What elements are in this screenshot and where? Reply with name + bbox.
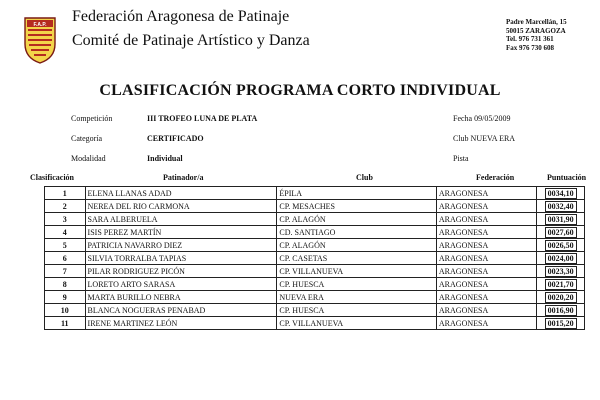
address-fax: Fax 976 730 608 xyxy=(506,43,555,52)
score-cell xyxy=(537,265,585,278)
skater-name-cell: LORETO ARTO SARASA xyxy=(85,278,277,291)
score-cell xyxy=(537,200,585,213)
club-text: Club NUEVA ERA xyxy=(453,134,516,143)
org-name-line1: Federación Aragonesa de Patinaje xyxy=(72,8,290,25)
score-cell xyxy=(537,304,585,317)
table-row xyxy=(45,304,585,317)
col-header-patinador: Patinador/a xyxy=(163,173,204,182)
club-cell: ÉPILA xyxy=(277,187,437,200)
pista-text: Pista xyxy=(453,154,469,163)
score-value: 0024,00 xyxy=(545,253,577,264)
federation-cell: ARAGONESA xyxy=(436,291,536,304)
rank-position-cell: 5 xyxy=(45,239,86,252)
table-row xyxy=(45,239,585,252)
competicion-value: III TROFEO LUNA DE PLATA xyxy=(147,114,258,123)
rank-position-cell: 3 xyxy=(45,213,86,226)
club-cell: CP. VILLANUEVA xyxy=(277,265,437,278)
logo-text: F.A.P. xyxy=(33,22,47,28)
rank-position-cell: 11 xyxy=(45,317,86,330)
score-cell xyxy=(537,226,585,239)
modalidad-value: Individual xyxy=(147,154,183,163)
table-row xyxy=(45,252,585,265)
skater-name-cell: NEREA DEL RIO CARMONA xyxy=(85,200,277,213)
club-cell: CD. SANTIAGO xyxy=(277,226,437,239)
address-phone: Tel. 976 731 361 xyxy=(506,35,554,43)
table-row xyxy=(45,291,585,304)
fecha-text: Fecha 09/05/2009 xyxy=(453,114,511,123)
score-value: 0034,10 xyxy=(545,188,577,199)
score-value: 0023,30 xyxy=(545,266,577,277)
score-cell xyxy=(537,187,585,200)
rank-position-cell: 7 xyxy=(45,265,86,278)
address-block xyxy=(506,18,567,52)
federation-cell: ARAGONESA xyxy=(436,213,536,226)
federation-cell: ARAGONESA xyxy=(436,200,536,213)
modalidad-label: Modalidad xyxy=(71,154,106,163)
ranking-table xyxy=(44,186,585,330)
skater-name-cell: PILAR RODRIGUEZ PICÓN xyxy=(85,265,277,278)
federation-cell: ARAGONESA xyxy=(436,226,536,239)
table-row xyxy=(45,265,585,278)
score-cell xyxy=(537,239,585,252)
skater-name-cell: ISIS PEREZ MARTÍN xyxy=(85,226,277,239)
table-row xyxy=(45,278,585,291)
score-cell xyxy=(537,317,585,330)
table-row xyxy=(45,317,585,330)
score-value: 0015,20 xyxy=(545,318,577,329)
federation-cell: ARAGONESA xyxy=(436,239,536,252)
club-cell: CP. ALAGÓN xyxy=(277,239,437,252)
score-cell xyxy=(537,213,585,226)
federation-cell: ARAGONESA xyxy=(436,265,536,278)
skater-name-cell: PATRICIA NAVARRO DIEZ xyxy=(85,239,277,252)
table-row xyxy=(45,200,585,213)
federation-cell: ARAGONESA xyxy=(436,304,536,317)
score-cell xyxy=(537,278,585,291)
score-value: 0026,50 xyxy=(545,240,577,251)
club-cell: CP. HUESCA xyxy=(277,278,437,291)
categoria-value: CERTIFICADO xyxy=(147,134,204,143)
club-cell: CP. MESACHES xyxy=(277,200,437,213)
document-title: CLASIFICACIÓN PROGRAMA CORTO INDIVIDUAL xyxy=(99,82,501,99)
federation-cell: ARAGONESA xyxy=(436,187,536,200)
rank-position-cell: 1 xyxy=(45,187,86,200)
club-cell: NUEVA ERA xyxy=(277,291,437,304)
skater-name-cell: MARTA BURILLO NEBRA xyxy=(85,291,277,304)
col-header-puntuacion: Puntuación xyxy=(547,173,587,182)
score-value: 0020,20 xyxy=(545,292,577,303)
score-cell xyxy=(537,252,585,265)
club-cell: CP. VILLANUEVA xyxy=(277,317,437,330)
federation-cell: ARAGONESA xyxy=(436,317,536,330)
score-value: 0031,90 xyxy=(545,214,577,225)
skater-name-cell: IRENE MARTINEZ LEÓN xyxy=(85,317,277,330)
categoria-label: Categoría xyxy=(71,134,103,143)
skater-name-cell: SILVIA TORRALBA TAPIAS xyxy=(85,252,277,265)
skater-name-cell: SARA ALBERUELA xyxy=(85,213,277,226)
col-header-club: Club xyxy=(356,173,373,182)
table-row xyxy=(45,213,585,226)
address-city: 50015 ZARAGOZA xyxy=(506,26,566,35)
score-value: 0021,70 xyxy=(545,279,577,290)
rank-position-cell: 8 xyxy=(45,278,86,291)
rank-position-cell: 4 xyxy=(45,226,86,239)
table-row xyxy=(45,187,585,200)
club-cell: CP. ALAGÓN xyxy=(277,213,437,226)
col-header-federacion: Federación xyxy=(476,173,515,182)
skater-name-cell: BLANCA NOGUERAS PENABAD xyxy=(85,304,277,317)
rank-position-cell: 2 xyxy=(45,200,86,213)
federation-crest-logo xyxy=(23,14,57,64)
rank-position-cell: 10 xyxy=(45,304,86,317)
score-value: 0016,90 xyxy=(545,305,577,316)
club-cell: CP. CASETAS xyxy=(277,252,437,265)
address-street: Padre Marcellán, 15 xyxy=(506,18,567,26)
club-cell: CP. HUESCA xyxy=(277,304,437,317)
col-header-clasificacion: Clasificación xyxy=(30,173,74,182)
score-cell xyxy=(537,291,585,304)
competicion-label: Competición xyxy=(71,114,113,123)
federation-cell: ARAGONESA xyxy=(436,278,536,291)
skater-name-cell: ELENA LLANAS ADAD xyxy=(85,187,277,200)
score-value: 0027,60 xyxy=(545,227,577,238)
federation-cell: ARAGONESA xyxy=(436,252,536,265)
score-value: 0032,40 xyxy=(545,201,577,212)
org-name-line2: Comité de Patinaje Artístico y Danza xyxy=(72,32,310,49)
rank-position-cell: 6 xyxy=(45,252,86,265)
rank-position-cell: 9 xyxy=(45,291,86,304)
table-row xyxy=(45,226,585,239)
